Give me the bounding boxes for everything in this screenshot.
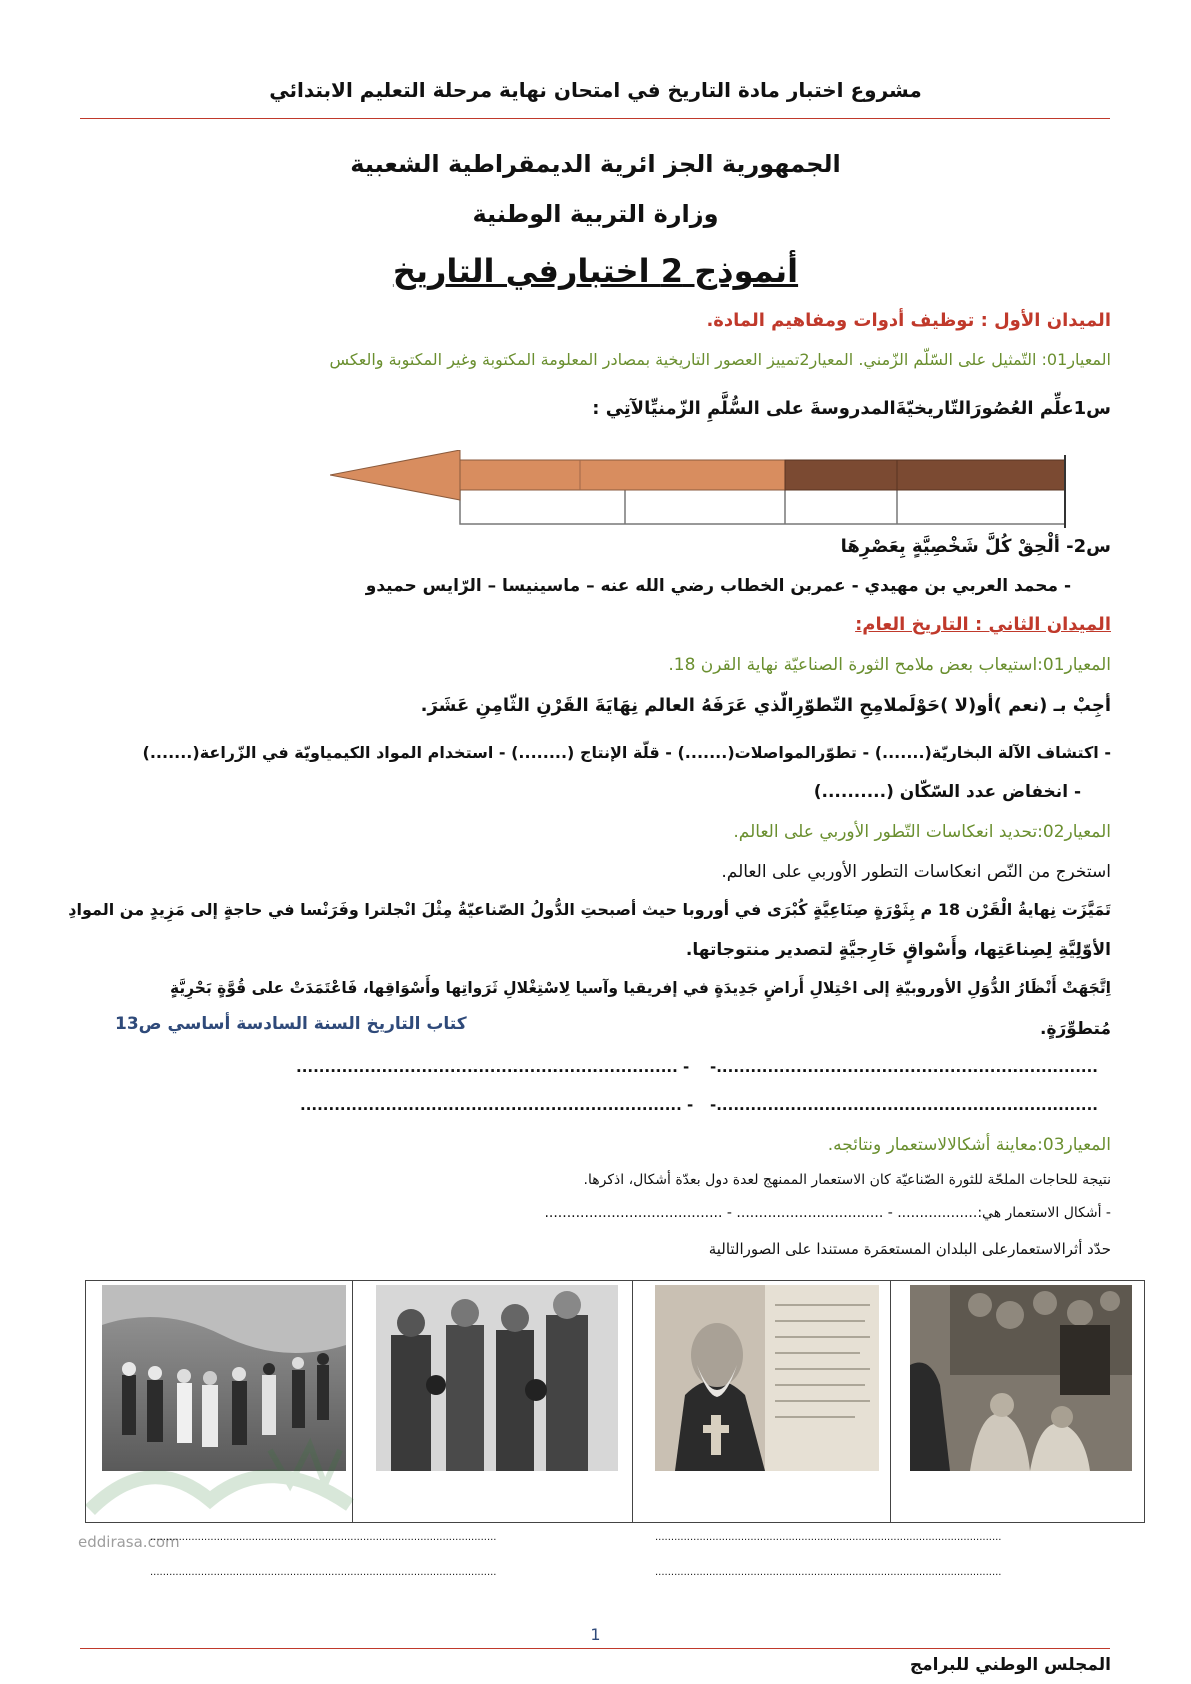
- source-reference: كتاب التاريخ السنة السادسة أساسي ص13: [115, 1014, 467, 1034]
- options-line-1: - اكتشاف الآلة البخاريّة(.......) - تطوّرالمواصلات(.......) - قلّة الإنتاج (........) - استخدام المواد الكيمياويّة في الزّراعة(.......): [142, 743, 1111, 762]
- arrow-head: [330, 450, 460, 500]
- photo-soldiers: [376, 1285, 618, 1471]
- field1-criterion: المعيار01: التّمثيل على السّلّم الزّمني. المعيار2تمييز العصور التاريخية بمصادر المعلومة المكتوبة وغير المكتوبة والعكس: [329, 350, 1111, 369]
- answer-line-2-left[interactable]: - ...................................................................: [300, 1096, 694, 1114]
- colonial-intro: نتيجة للحاجات الملحّة للثورة الصّناعيّة كان الاستعمار الممنهج لعدة دول بعدّة أشكال، اذكرها.: [583, 1172, 1111, 1188]
- ministry-heading: وزارة التربية الوطنية: [472, 200, 719, 228]
- bottom-answer-line-1-right[interactable]: .............................................................................................................: [655, 1532, 1002, 1543]
- eddirasa-watermark-logo: [70, 1430, 370, 1530]
- bottom-answer-line-1-left[interactable]: .............................................................................................................: [150, 1532, 497, 1543]
- question-1: س1علِّم العُصُورَالتّاريخيّةَالمدروسةَ على السُّلَّمِ الزّمنيِّالآتِي :: [592, 398, 1111, 419]
- question-2: س2- ألْحِقْ كُلَّ شَخْصِيَّةٍ بِعَصْرِهَا: [840, 536, 1111, 557]
- bottom-answer-line-2-left[interactable]: .............................................................................................................: [150, 1567, 497, 1578]
- header-divider: [80, 118, 1110, 119]
- timeline-arrow[interactable]: [330, 450, 1070, 530]
- republic-heading: الجمهورية الجز ائرية الديمقراطية الشعبية: [350, 150, 841, 178]
- watermark-site: eddirasa.com: [78, 1533, 180, 1551]
- photo-women-children: [910, 1285, 1132, 1471]
- options-line-2: - انخفاض عدد السّكّان (..........): [813, 782, 1081, 802]
- text-paragraph-1-line-1: تَمَيَّزَت نِهايةُ الْقَرْن 18 م بِثَوْرَةٍ صِنَاعِيَّةٍ كُبْرَى في أوروبا حيث أصبحتِ الدُّولُ الصّناعيّةُ مِثْلَ انْجلترا وفَرَنْسا في حاجةٍ إلى مَزِيدٍ من الموادِ: [68, 900, 1111, 919]
- council-name: المجلس الوطني للبرامج: [909, 1655, 1111, 1675]
- instruction-yes-no: أجِبْ بـ (نعم )أو(لا )حَوْلَملامِحِ التّطوّرِالّذي عَرَفَهُ العالم نِهَايَةَ القَرْنِ الثّامِنِ عَشَرَ.: [420, 695, 1111, 716]
- footer-divider: [80, 1648, 1110, 1649]
- timeline-boxes: [460, 488, 1065, 524]
- bottom-answer-line-2-right[interactable]: .............................................................................................................: [655, 1567, 1002, 1578]
- colonial-forms-line[interactable]: - أشكال الاستعمار هي:.................. - ................................. - ........................................: [544, 1205, 1111, 1221]
- answer-line-2-right[interactable]: -...................................................................: [710, 1096, 1099, 1114]
- text-paragraph-2-line-2: مُتطوِّرَةٍ.: [1040, 1019, 1111, 1039]
- arrow-segment-dark: [785, 460, 1065, 490]
- field2-criterion-1: المعيار01:استيعاب بعض ملامح الثورة الصناعيّة نهاية القرن 18.: [668, 655, 1111, 675]
- project-title: مشروع اختبار مادة التاريخ في امتحان نهاية مرحلة التعليم الابتدائي: [269, 78, 922, 102]
- text-paragraph-1-line-2: الأوّلِيَّةِ لِصِناعَتِها، وأَسْواقٍ خَارِجيَّةٍ لتصدير منتوجاتها.: [685, 940, 1111, 960]
- field2-criterion-2: المعيار02:تحديد انعكاسات التّطور الأوربي على العالم.: [733, 822, 1111, 842]
- answer-line-1-right[interactable]: -...................................................................: [710, 1058, 1099, 1076]
- arrow-segment-light: [460, 460, 785, 490]
- exam-title: أنموذج 2 اختبارفي التاريخ: [392, 252, 799, 290]
- text-paragraph-2-line-1: اِتَّجَهَتْ أَنْظَارُ الدُّوَلِ الأوروبيّةِ إلى احْتِلالِ أَراضٍ جَدِيدَةٍ في إفريقيا وآسيا لِاسْتِغْلالِ ثَرَواتِها وأَسْوَاقِها، فَاعْتَمَدَتْ على قُوَّةٍ بَحْرِيَّةٍ: [169, 979, 1111, 997]
- personalities-list: - محمد العربي بن مهيدي - عمربن الخطاب رضي الله عنه – ماسينيسا – الرّايس حميدو: [365, 576, 1071, 596]
- field2-title: الميدان الثاني : التاريخ العام:: [855, 614, 1111, 635]
- images-prompt: حدّد أثرالاستعمارعلى البلدان المستعمَرة مستندا على الصورالتالية: [708, 1240, 1111, 1258]
- field1-title: الميدان الأول : توظيف أدوات ومفاهيم المادة.: [706, 310, 1111, 331]
- field2-criterion-3: المعيار03:معاينة أشكالالاستعمار ونتائجه.: [827, 1135, 1111, 1155]
- page-number: 1: [590, 1625, 601, 1644]
- photo-clergyman-document: [655, 1285, 879, 1471]
- answer-line-1-left[interactable]: - ...................................................................: [296, 1058, 690, 1076]
- extract-instruction: استخرج من النّص انعكاسات التطور الأوربي على العالم.: [721, 862, 1111, 882]
